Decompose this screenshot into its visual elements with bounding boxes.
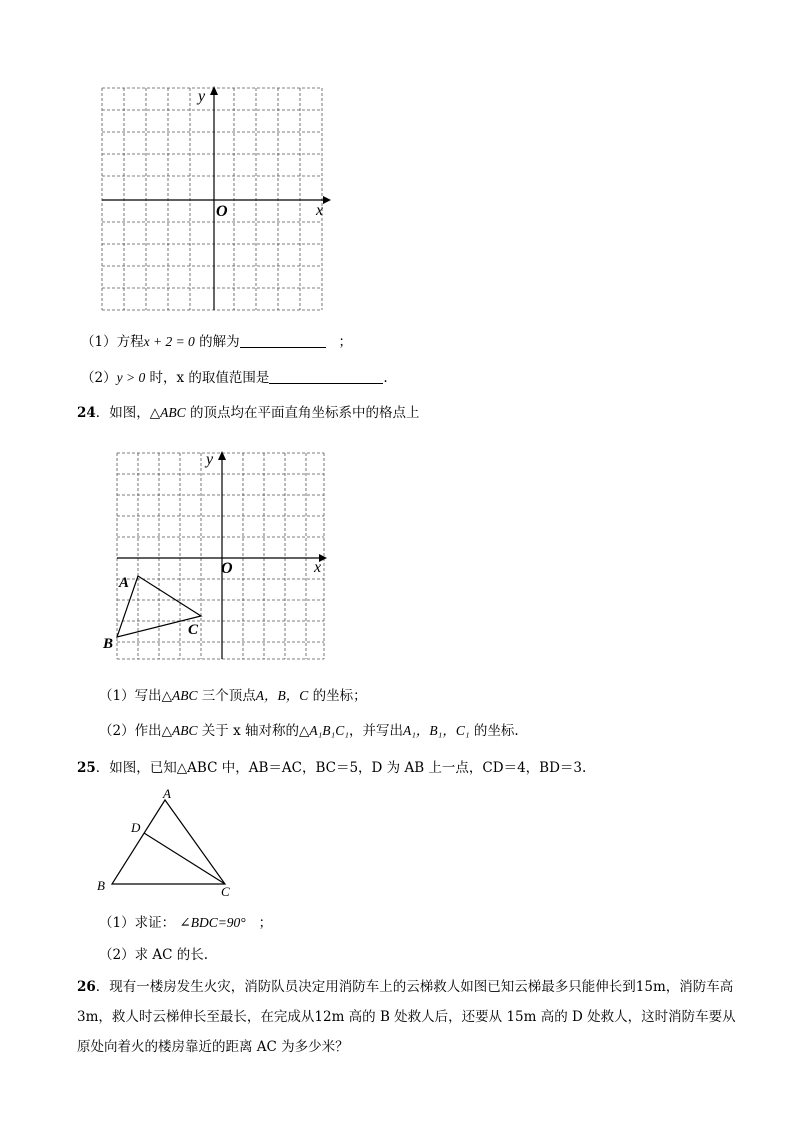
segment-cd [144,833,225,884]
q24-part-2 [99,722,519,740]
vertex-b-label: B [103,636,114,652]
grid-lines [117,453,324,659]
q24-stem-prefix: ．如图， [95,405,150,421]
q23-part-2-prefix: （2） [81,370,117,386]
y-axis-arrow [218,451,226,460]
q24-part-1-triangle: △ABC [161,688,198,703]
q25-stem-text: ．如图，已知△ABC 中，AB＝AC，BC＝5，D 为 AB 上一点，CD＝4，BD＝3. [95,760,587,776]
q24-part-1-suffix: 的坐标； [312,688,367,704]
y-axis-arrow [210,86,218,95]
q23-part-1-prefix: （1）方程 [81,334,144,350]
q25-part-1 [99,914,272,932]
q23-part-2 [81,369,388,387]
q25-part-1-end: ； [258,915,273,931]
q23-condition: y > 0 [116,370,146,385]
vertex-a-label: A [119,575,130,591]
q25-stem [77,759,586,777]
y-axis-label: y [206,451,214,468]
y-axis-label: y [198,88,206,105]
grid-lines [102,88,322,310]
coordinate-grid-figure-2 [100,448,335,663]
q23-answer-blank-1[interactable] [240,334,326,348]
x-axis-label: x [314,559,322,576]
q24-number: 24 [77,405,96,421]
origin-label: O [216,203,228,220]
coordinate-grid-figure-1 [95,82,340,317]
q25-angle: ∠BDC=90° [179,915,246,930]
q24-part-2-triangle: △ABC [161,723,198,738]
q24-stem [77,404,419,422]
origin-label: O [221,560,233,577]
triangle-figure-q25 [92,788,242,898]
q26-number: 26 [77,979,96,995]
label-b: B [97,878,105,893]
q24-part-1 [99,687,367,705]
label-c: C [221,884,230,898]
vertex-c-label: C [188,622,199,638]
q23-equation: x + 2 = 0 [143,334,195,349]
label-d: D [131,820,141,835]
q23-part-1-end: ； [338,334,352,350]
q24-stem-triangle: △ABC [149,405,186,420]
q26-text: ．现有一楼房发生火灾，消防队员决定用消防车上的云梯救人如图已知云梯最多只能伸长到15m，消防车高3m，救人时云梯伸长至最长，在完成从12m 高的 B 处救人后，还要从 15m 高的 D 处救人，这时消防车要从原处向着火的楼房靠近的距离 AC 为多少米？ [77,979,736,1055]
x-axis-label: x [316,202,324,219]
q23-part-1-suffix: 的解为 [199,334,240,350]
q25-number: 25 [77,760,96,776]
q24-part-1-prefix: （1）写出 [99,688,162,704]
label-a: A [163,788,171,801]
q23-answer-blank-2[interactable] [269,370,383,384]
q23-part-2-suffix: 时，x 的取值范围是 [149,370,270,386]
q24-part-2-triangle-1: △A₁B₁C₁ [298,723,349,738]
q24-part-2-mid: 关于 x 轴对称的 [201,723,299,739]
x-axis-arrow [323,196,331,204]
q23-part-2-end: . [383,370,388,386]
q24-stem-suffix: 的顶点均在平面直角坐标系中的格点上 [189,405,420,421]
q24-part-2-mid2: ，并写出 [348,723,403,739]
q25-part-1-prefix: （1）求证： [99,915,176,931]
q23-part-1 [81,333,352,351]
q24-part-1-mid: 三个顶点 [201,688,256,704]
q24-part-2-suffix: 的坐标. [473,723,519,739]
q25-part-2 [99,946,208,964]
q26-paragraph [77,972,737,1062]
q24-part-1-points: A，B，C [255,688,309,703]
q24-part-2-prefix: （2）作出 [99,723,162,739]
q25-part-2-text: （2）求 AC 的长. [99,947,209,963]
triangle-abc [112,800,225,884]
q24-part-2-points: A₁，B₁，C₁ [402,723,470,738]
